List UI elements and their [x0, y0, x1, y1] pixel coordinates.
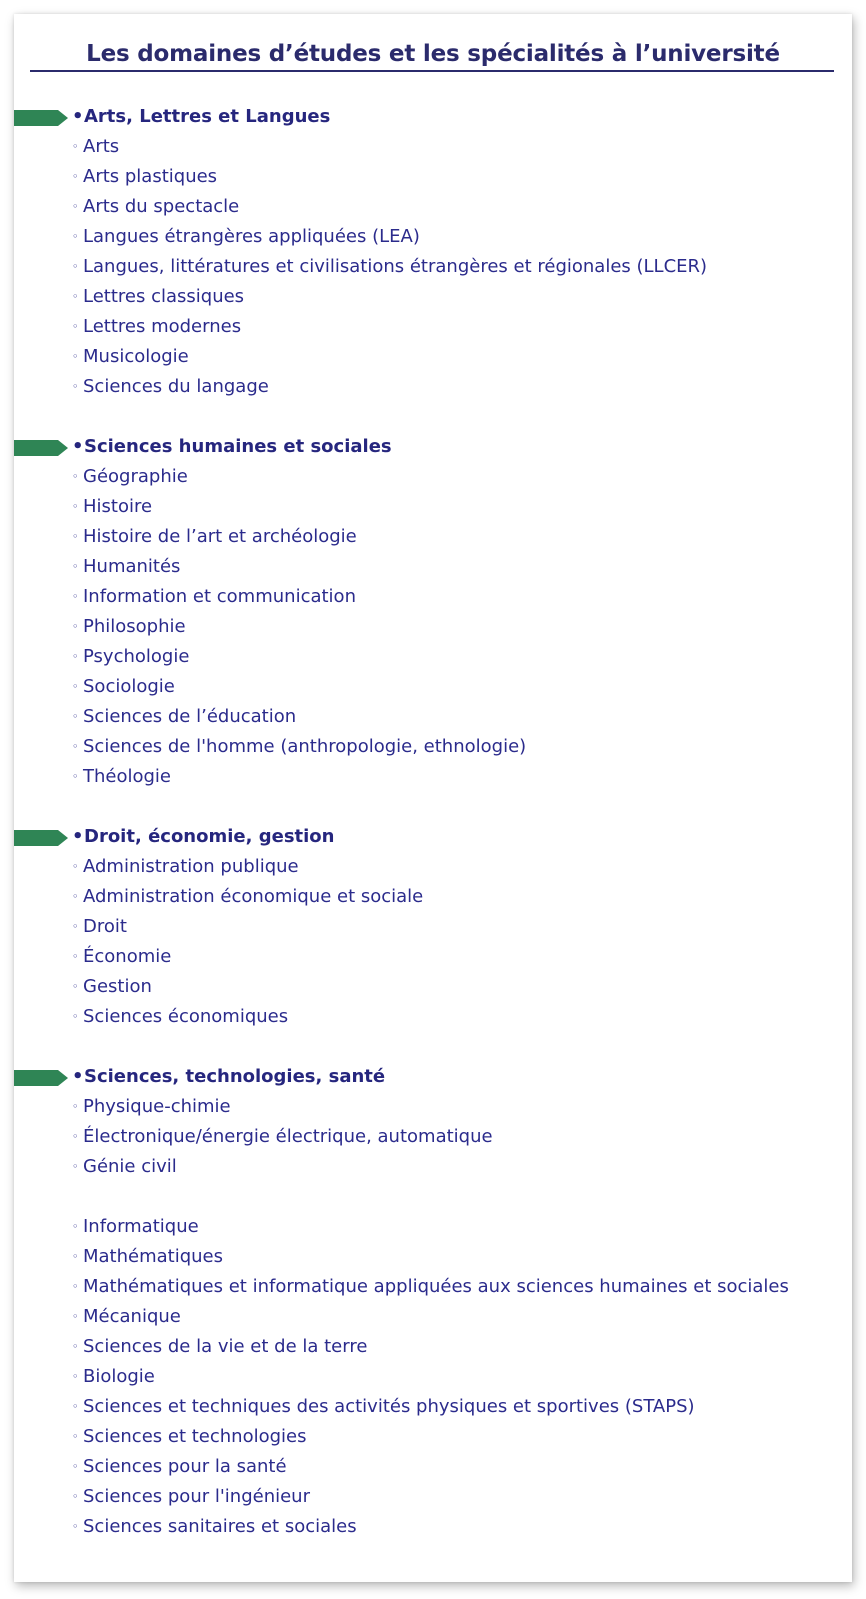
circle-bullet-icon: ◦	[72, 920, 79, 933]
domain-heading-label: Droit, économie, gestion	[84, 826, 335, 847]
circle-bullet-icon: ◦	[72, 1220, 79, 1233]
specialty-label: Économie	[83, 946, 172, 967]
circle-bullet-icon: ◦	[72, 1310, 79, 1323]
specialty-item	[14, 642, 852, 672]
specialty-label: Humanités	[83, 556, 181, 577]
specialty-label: Langues, littératures et civilisations étrangères et régionales (LLCER)	[83, 256, 708, 277]
circle-bullet-icon: ◦	[72, 230, 79, 243]
specialty-item	[14, 492, 852, 522]
specialty-label: Psychologie	[83, 646, 190, 667]
circle-bullet-icon: ◦	[72, 980, 79, 993]
specialty-item	[14, 132, 852, 162]
circle-bullet-icon: ◦	[72, 560, 79, 573]
specialty-label: Arts plastiques	[83, 166, 218, 187]
circle-bullet-icon: ◦	[72, 200, 79, 213]
specialty-item	[14, 162, 852, 192]
specialty-item	[14, 912, 852, 942]
document-card	[14, 14, 852, 1582]
specialty-item	[14, 1272, 852, 1302]
circle-bullet-icon: ◦	[72, 1280, 79, 1293]
specialty-label: Gestion	[83, 976, 152, 997]
specialty-label: Géographie	[83, 466, 188, 487]
specialty-label: Théologie	[83, 766, 172, 787]
specialty-label: Administration publique	[83, 856, 299, 877]
domain-group	[14, 102, 852, 402]
specialty-item	[14, 1152, 852, 1182]
bullet-icon: •	[72, 826, 84, 847]
circle-bullet-icon: ◦	[72, 320, 79, 333]
specialty-item	[14, 1092, 852, 1122]
specialty-item	[14, 312, 852, 342]
specialty-label: Sciences pour l'ingénieur	[83, 1486, 310, 1507]
circle-bullet-icon: ◦	[72, 590, 79, 603]
specialty-item	[14, 1302, 852, 1332]
arrow-tag-icon	[14, 110, 68, 126]
circle-bullet-icon: ◦	[72, 530, 79, 543]
circle-bullet-icon: ◦	[72, 1100, 79, 1113]
circle-bullet-icon: ◦	[72, 890, 79, 903]
specialty-item	[14, 942, 852, 972]
circle-bullet-icon: ◦	[72, 860, 79, 873]
circle-bullet-icon: ◦	[72, 770, 79, 783]
specialty-item	[14, 972, 852, 1002]
circle-bullet-icon: ◦	[72, 1520, 79, 1533]
specialty-label: Sciences de l'homme (anthropologie, ethnologie)	[83, 736, 527, 757]
specialty-item	[14, 762, 852, 792]
bullet-icon: •	[72, 436, 84, 457]
circle-bullet-icon: ◦	[72, 380, 79, 393]
specialty-item	[14, 1242, 852, 1272]
circle-bullet-icon: ◦	[72, 1160, 79, 1173]
specialty-label: Arts du spectacle	[83, 196, 240, 217]
specialty-label: Mécanique	[83, 1306, 181, 1327]
domain-heading	[14, 432, 852, 462]
circle-bullet-icon: ◦	[72, 170, 79, 183]
bullet-icon: •	[72, 1066, 84, 1087]
title-divider	[30, 70, 834, 72]
specialty-label: Lettres modernes	[83, 316, 242, 337]
circle-bullet-icon: ◦	[72, 1400, 79, 1413]
domain-heading	[14, 102, 852, 132]
specialty-item	[14, 852, 852, 882]
specialty-item	[14, 1332, 852, 1362]
specialty-item	[14, 222, 852, 252]
circle-bullet-icon: ◦	[72, 680, 79, 693]
specialty-label: Sciences du langage	[83, 376, 269, 397]
specialty-item	[14, 342, 852, 372]
specialty-item	[14, 462, 852, 492]
specialty-item	[14, 252, 852, 282]
specialty-label: Langues étrangères appliquées (LEA)	[83, 226, 420, 247]
specialty-label: Physique-chimie	[83, 1096, 231, 1117]
specialty-label: Informatique	[83, 1216, 199, 1237]
specialty-item	[14, 1482, 852, 1512]
specialty-item	[14, 282, 852, 312]
circle-bullet-icon: ◦	[72, 290, 79, 303]
specialty-item	[14, 732, 852, 762]
arrow-tag-icon	[14, 440, 68, 456]
circle-bullet-icon: ◦	[72, 1250, 79, 1263]
specialty-item	[14, 882, 852, 912]
specialty-label: Sciences économiques	[83, 1006, 289, 1027]
specialty-item	[14, 1422, 852, 1452]
specialty-label: Histoire	[83, 496, 153, 517]
specialty-label: Biologie	[83, 1366, 155, 1387]
domain-heading-label: Sciences humaines et sociales	[84, 436, 392, 457]
specialty-label: Mathématiques et informatique appliquées aux sciences humaines et sociales	[83, 1276, 789, 1297]
specialty-item	[14, 1512, 852, 1542]
domain-group	[14, 432, 852, 792]
circle-bullet-icon: ◦	[72, 620, 79, 633]
arrow-tag-icon	[14, 1070, 68, 1086]
circle-bullet-icon: ◦	[72, 1340, 79, 1353]
domain-heading-label: Arts, Lettres et Langues	[84, 106, 331, 127]
specialty-item	[14, 612, 852, 642]
specialty-label: Histoire de l’art et archéologie	[83, 526, 357, 547]
specialty-item	[14, 702, 852, 732]
circle-bullet-icon: ◦	[72, 1370, 79, 1383]
circle-bullet-icon: ◦	[72, 1130, 79, 1143]
circle-bullet-icon: ◦	[72, 710, 79, 723]
specialty-label: Musicologie	[83, 346, 189, 367]
circle-bullet-icon: ◦	[72, 950, 79, 963]
specialty-label: Lettres classiques	[83, 286, 245, 307]
specialty-label: Sciences sanitaires et sociales	[83, 1516, 357, 1537]
circle-bullet-icon: ◦	[72, 500, 79, 513]
specialty-label: Administration économique et sociale	[83, 886, 424, 907]
specialty-item	[14, 372, 852, 402]
specialty-label: Arts	[83, 136, 120, 157]
circle-bullet-icon: ◦	[72, 470, 79, 483]
circle-bullet-icon: ◦	[72, 1490, 79, 1503]
circle-bullet-icon: ◦	[72, 740, 79, 753]
specialty-label: Électronique/énergie électrique, automatique	[83, 1126, 493, 1147]
specialty-label: Sciences de l’éducation	[83, 706, 297, 727]
specialty-label: Sociologie	[83, 676, 175, 697]
specialty-item	[14, 1122, 852, 1152]
list-spacer	[14, 1182, 852, 1212]
specialty-label: Sciences pour la santé	[83, 1456, 287, 1477]
specialty-item	[14, 192, 852, 222]
specialty-label: Mathématiques	[83, 1246, 224, 1267]
specialty-label: Information et communication	[83, 586, 356, 607]
specialty-item	[14, 522, 852, 552]
circle-bullet-icon: ◦	[72, 260, 79, 273]
page-title: Les domaines d’études et les spécialités à l’université	[86, 41, 780, 67]
bullet-icon: •	[72, 106, 84, 127]
domain-group	[14, 1062, 852, 1542]
circle-bullet-icon: ◦	[72, 1460, 79, 1473]
circle-bullet-icon: ◦	[72, 1010, 79, 1023]
domain-group	[14, 822, 852, 1032]
specialty-item	[14, 582, 852, 612]
specialty-label: Philosophie	[83, 616, 186, 637]
specialty-label: Sciences et techniques des activités physiques et sportives (STAPS)	[83, 1396, 695, 1417]
specialty-label: Génie civil	[83, 1156, 177, 1177]
specialty-item	[14, 1362, 852, 1392]
specialty-item	[14, 1452, 852, 1482]
specialty-label: Sciences de la vie et de la terre	[83, 1336, 368, 1357]
arrow-tag-icon	[14, 830, 68, 846]
domain-list	[14, 102, 852, 1572]
domain-heading	[14, 822, 852, 852]
specialty-label: Droit	[83, 916, 127, 937]
specialty-label: Sciences et technologies	[83, 1426, 307, 1447]
circle-bullet-icon: ◦	[72, 140, 79, 153]
circle-bullet-icon: ◦	[72, 350, 79, 363]
specialty-item	[14, 1392, 852, 1422]
specialty-item	[14, 1002, 852, 1032]
specialty-item	[14, 1212, 852, 1242]
circle-bullet-icon: ◦	[72, 1430, 79, 1443]
circle-bullet-icon: ◦	[72, 650, 79, 663]
specialty-item	[14, 552, 852, 582]
domain-heading	[14, 1062, 852, 1092]
specialty-item	[14, 672, 852, 702]
domain-heading-label: Sciences, technologies, santé	[84, 1066, 386, 1087]
